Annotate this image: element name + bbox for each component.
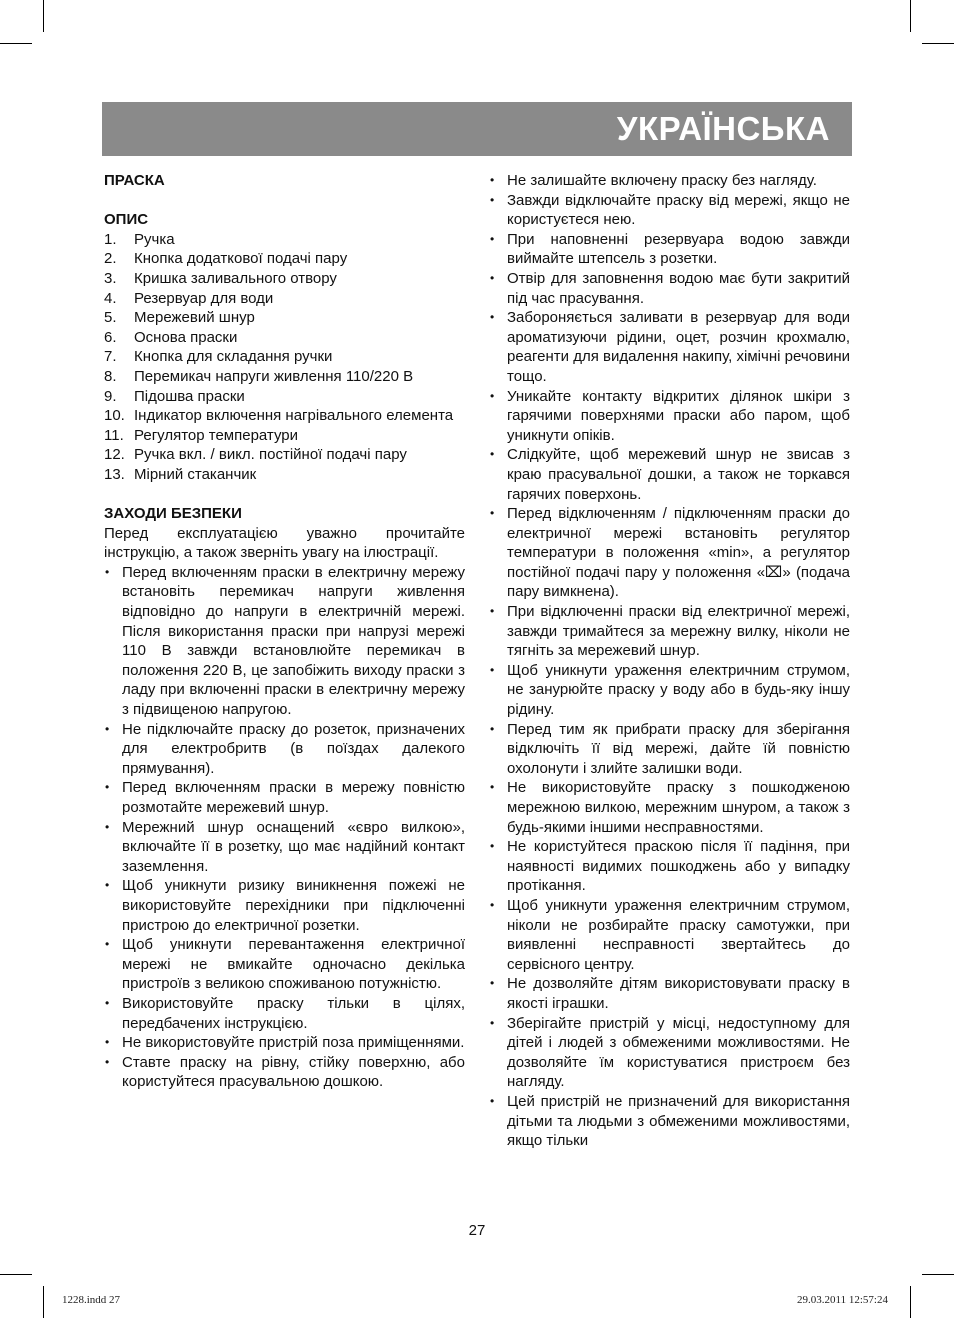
list-item xyxy=(104,445,465,465)
list-item xyxy=(104,465,465,485)
bullet-icon: • xyxy=(105,995,110,1010)
language-banner xyxy=(102,102,852,156)
bullet-text: Завжди відключайте праску від мережі, якщо не користуєтеся нею. xyxy=(507,191,850,229)
bullet-icon: • xyxy=(490,192,495,207)
bullet-icon: • xyxy=(490,1015,495,1030)
bullet-item xyxy=(489,778,850,837)
bullet-item xyxy=(104,563,465,720)
bullet-text: Не залишайте включену праску без нагляду. xyxy=(507,172,817,189)
bullet-text: Не використовуйте пристрій поза приміщеннями. xyxy=(122,1034,465,1052)
item-number: 7. xyxy=(104,348,117,366)
item-number: 6. xyxy=(104,328,117,346)
bullet-icon: • xyxy=(490,780,495,795)
bullet-item xyxy=(489,445,850,504)
bullet-item xyxy=(104,876,465,935)
bullet-item xyxy=(489,896,850,974)
item-number: 13. xyxy=(104,465,125,483)
bullet-text: Не використовуйте праску з пошкодженою мережною вилкою, мережним шнуром, а також з будь-якими іншими несправностями. xyxy=(507,779,850,836)
crop-mark-bottom-right-h xyxy=(922,1274,954,1275)
list-item xyxy=(104,387,465,407)
bullet-text: Не дозволяйте дітям використовувати праску в якості іграшки. xyxy=(507,975,850,1012)
bullet-item xyxy=(489,191,850,230)
bullet-text: Використовуйте праску тільки в цілях, передбачених інструкцією. xyxy=(122,994,465,1032)
item-text: Перемикач напруги живлення 110/220 В xyxy=(134,367,414,385)
bullet-icon: • xyxy=(105,1054,110,1069)
safety-title: ЗАХОДИ БЕЗПЕКИ xyxy=(104,505,242,523)
list-item xyxy=(104,230,465,250)
bullet-icon: • xyxy=(490,506,495,521)
crop-mark-top-right-v xyxy=(910,0,911,32)
safety-intro: Перед експлуатацією уважно прочитайте інструкцію, а також зверніть увагу на ілюстрації. xyxy=(104,524,465,562)
crop-mark-bottom-left-h xyxy=(0,1274,32,1275)
item-text: Мірний стаканчик xyxy=(134,465,257,483)
bullet-icon: • xyxy=(490,310,495,325)
right-column xyxy=(489,171,850,1151)
bullet-icon: • xyxy=(490,897,495,912)
safety-list-left xyxy=(104,563,465,1092)
bullet-text: Цей пристрій не призначений для використання дітьми та людьми з обмеженими можливостями, якщо тільки xyxy=(507,1092,850,1150)
bullet-item xyxy=(104,935,465,994)
left-column xyxy=(104,171,465,1092)
bullet-item xyxy=(104,1033,465,1053)
item-number: 12. xyxy=(104,446,125,464)
item-number: 8. xyxy=(104,367,117,385)
item-number: 2. xyxy=(104,250,117,268)
bullet-icon: • xyxy=(105,878,110,893)
list-item xyxy=(104,289,465,309)
parts-list xyxy=(104,230,465,485)
bullet-icon: • xyxy=(105,721,110,736)
item-text: Мережевий шнур xyxy=(134,309,255,327)
crop-mark-bottom-left-v xyxy=(43,1286,44,1318)
bullet-item xyxy=(489,602,850,661)
item-number: 5. xyxy=(104,309,117,327)
bullet-icon: • xyxy=(105,937,110,952)
bullet-icon: • xyxy=(105,1035,110,1050)
bullet-text: Отвір для заповнення водою має бути закритий під час прасування. xyxy=(507,269,850,307)
bullet-icon: • xyxy=(490,721,495,736)
bullet-item xyxy=(489,504,850,602)
slug-date: 29.03.2011 12:57:24 xyxy=(797,1294,888,1306)
bullet-text: Щоб уникнути ураження електричним струмом, не занурюйте праску у воду або в будь-яку іншу рідину. xyxy=(507,661,850,719)
bullet-icon: • xyxy=(490,231,495,246)
bullet-icon: • xyxy=(490,976,495,991)
bullet-text: Перед відключенням / підключенням праски до електричної мережі встановіть регулятор температури в положення «min», а регулятор постійної подачі пару у положення «⌧» (подача пару вимкнена). xyxy=(507,505,850,601)
item-number: 11. xyxy=(104,426,124,444)
bullet-icon: • xyxy=(490,662,495,677)
item-number: 9. xyxy=(104,387,117,405)
bullet-icon: • xyxy=(490,270,495,285)
bullet-text: Слідкуйте, щоб мережевий шнур не звисав з краю прасувальної дошки, а також не торкався гарячих поверхонь. xyxy=(507,446,850,503)
item-text: Кнопка для складання ручки xyxy=(134,348,333,366)
bullet-icon: • xyxy=(105,819,110,834)
bullet-item xyxy=(489,269,850,308)
bullet-text: Щоб уникнути перевантаження електричної мережі не вмикайте одночасно декілька пристроїв з великою споживаною потужністю. xyxy=(122,936,465,993)
bullet-item xyxy=(104,818,465,877)
bullet-item xyxy=(104,720,465,779)
bullet-icon: • xyxy=(490,604,495,619)
item-text: Індикатор включення нагрівального елемента xyxy=(134,407,454,425)
page-number: 27 xyxy=(468,1222,486,1239)
bullet-icon: • xyxy=(490,839,495,854)
item-text: Основа праски xyxy=(134,328,238,346)
bullet-text: Щоб уникнути ураження електричним струмом, ніколи не розбирайте праску самотужки, при виявленні несправності звертайтесь до сервісного центру. xyxy=(507,896,850,973)
item-text: Підошва праски xyxy=(134,387,245,405)
bullet-icon: • xyxy=(490,447,495,462)
bullet-text: Забороняється заливати в резервуар для води ароматизуючи рідини, оцет, розчин крохмалю, реагенти для видалення накипу, хімічні речовини тощо. xyxy=(507,309,850,385)
bullet-icon: • xyxy=(490,173,495,187)
crop-mark-top-left-h xyxy=(0,43,32,44)
item-text: Ручка xyxy=(134,230,175,248)
item-text: Кришка заливального отвору xyxy=(134,269,337,287)
bullet-text: Перед включенням праски в мережу повністю розмотайте мережевий шнур. xyxy=(122,779,465,816)
bullet-item xyxy=(489,661,850,720)
bullet-item xyxy=(489,171,850,191)
bullet-text: Не підключайте праску до розеток, призначених для електробритв (в поїздах далекого прямування). xyxy=(122,720,465,777)
item-number: 1. xyxy=(104,230,117,248)
banner-title: УКРАЇНСЬКА xyxy=(616,110,830,147)
bullet-text: Перед включенням праски в електричну мережу встановіть перемикач напруги живлення відповідно до напруги в електричній мережі. Після використання праски при напрузі мережі 110 В завжди встановлюйте перемикач в положення 220 В, це запобіжить виходу праски з ладу при включенні праски в електричну мережу з підвищеною напругою. xyxy=(122,563,465,719)
bullet-text: Щоб уникнути ризику виникнення пожежі не використовуйте перехідники при підключенні пристрою до електричної розетки. xyxy=(122,877,465,934)
item-text: Кнопка додаткової подачі пару xyxy=(134,250,348,268)
bullet-text: При відключенні праски від електричної мережі, завжди тримайтеся за мережну вилку, ніколи не тягніть за мережевий шнур. xyxy=(507,603,850,660)
bullet-text: Мережний шнур оснащений «євро вилкою», включайте її в розетку, що має надійний контакт заземлення. xyxy=(122,818,465,875)
bullet-text: Зберігайте пристрій у місці, недоступному для дітей і людей з обмеженими можливостями. Не дозволяйте їм користуватися пристроєм без нагляду. xyxy=(507,1014,850,1091)
list-item xyxy=(104,347,465,367)
bullet-icon: • xyxy=(105,564,110,579)
item-text: Регулятор температури xyxy=(134,426,299,444)
bullet-item xyxy=(489,308,850,386)
bullet-icon: • xyxy=(490,388,495,403)
slug-file: 1228.indd 27 xyxy=(62,1294,121,1306)
item-text: Ручка вкл. / викл. постійної подачі пару xyxy=(134,446,407,464)
list-item xyxy=(104,426,465,446)
item-number: 4. xyxy=(104,289,117,307)
bullet-item xyxy=(104,1053,465,1092)
bullet-item xyxy=(489,837,850,896)
bullet-item xyxy=(489,230,850,269)
bullet-item xyxy=(104,778,465,817)
list-item xyxy=(104,308,465,328)
bullet-text: Уникайте контакту відкритих ділянок шкіри з гарячими поверхнями праски або паром, щоб уникнути опіків. xyxy=(507,387,850,444)
item-number: 3. xyxy=(104,269,117,287)
item-text: Резервуар для води xyxy=(134,289,274,307)
description-title: ОПИС xyxy=(104,211,149,229)
bullet-item xyxy=(489,974,850,1013)
crop-mark-bottom-right-v xyxy=(910,1286,911,1318)
product-title: ПРАСКА xyxy=(104,172,165,189)
bullet-item xyxy=(489,387,850,446)
bullet-text: Перед тим як прибрати праску для зберігання відключіть її від мережі, дайте їй повністю охолонути і злийте залишки води. xyxy=(507,720,850,777)
bullet-item xyxy=(489,720,850,779)
list-item xyxy=(104,249,465,269)
bullet-item xyxy=(104,994,465,1033)
bullet-item xyxy=(489,1092,850,1151)
bullet-text: Не користуйтеся праскою після її падіння, при наявності видимих пошкоджень або у випадку протікання. xyxy=(507,838,850,895)
crop-mark-top-right-h xyxy=(922,43,954,44)
list-item xyxy=(104,328,465,348)
list-item xyxy=(104,367,465,387)
bullet-icon: • xyxy=(490,1093,495,1108)
list-item xyxy=(104,406,465,426)
bullet-icon: • xyxy=(105,780,110,795)
safety-list-right xyxy=(489,171,850,1151)
bullet-item xyxy=(489,1014,850,1092)
list-item xyxy=(104,269,465,289)
bullet-text: Ставте праску на рівну, стійку поверхню, або користуйтеся прасувальною дошкою. xyxy=(122,1053,465,1091)
item-number: 10. xyxy=(104,407,125,425)
bullet-text: При наповненні резервуара водою завжди виймайте штепсель з розетки. xyxy=(507,230,850,268)
crop-mark-top-left-v xyxy=(43,0,44,32)
